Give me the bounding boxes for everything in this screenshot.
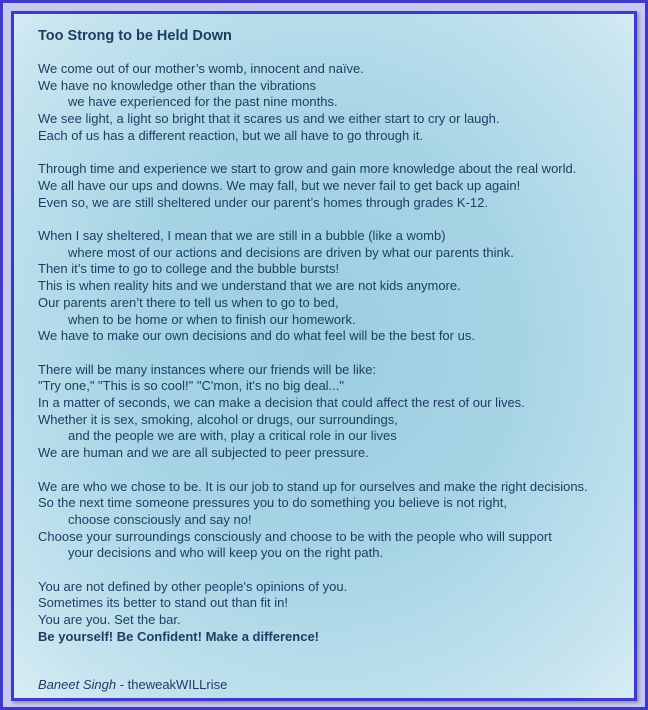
poem-line: So the next time someone pressures you to do something you believe is not right, bbox=[38, 495, 507, 511]
poem-body bbox=[38, 61, 634, 646]
poem-line: Be yourself! Be Confident! Make a difference! bbox=[38, 628, 319, 644]
poem-line: Our parents aren’t there to tell us when to go to bed, bbox=[38, 294, 339, 310]
poem-line: Then it’s time to go to college and the bubble bursts! bbox=[38, 261, 340, 277]
poem-line: Choose your surroundings consciously and choose to be with the people who will support bbox=[38, 528, 552, 544]
poem-content bbox=[38, 27, 634, 662]
stanza-3 bbox=[38, 228, 634, 345]
poem-line: Each of us has a different reaction, but we all have to go through it. bbox=[38, 127, 423, 143]
poem-line: We are human and we are all subjected to peer pressure. bbox=[38, 445, 369, 461]
stanza-1 bbox=[38, 61, 634, 145]
poem-line: We have no knowledge other than the vibrations bbox=[38, 77, 316, 93]
poem-line: When I say sheltered, I mean that we are still in a bubble (like a womb) bbox=[38, 228, 446, 243]
poem-title: Too Strong to be Held Down bbox=[38, 28, 232, 44]
poem-line: choose consciously and say no! bbox=[68, 511, 252, 527]
signature bbox=[38, 677, 227, 692]
signature-site: theweakWILLrise bbox=[127, 677, 228, 692]
poem-line: We are who we chose to be. It is our job to stand up for ourselves and make the right decisions. bbox=[38, 478, 588, 494]
poem-line: In a matter of seconds, we can make a decision that could affect the rest of our lives. bbox=[38, 395, 525, 411]
poem-line: Whether it is sex, smoking, alcohol or drugs, our surroundings, bbox=[38, 411, 398, 427]
poem-line: your decisions and who will keep you on the right path. bbox=[68, 545, 384, 561]
stanza-2 bbox=[38, 161, 634, 211]
poem-line: We have to make our own decisions and do what feel will be the best for us. bbox=[38, 328, 475, 344]
poem-line: and the people we are with, play a critical role in our lives bbox=[68, 428, 397, 444]
poem-line: Even so, we are still sheltered under our parent’s homes through grades K-12. bbox=[38, 194, 488, 210]
poem-line: where most of our actions and decisions are driven by what our parents think. bbox=[68, 244, 514, 260]
signature-separator: - bbox=[116, 677, 128, 692]
poem-line: Sometimes its better to stand out than fit in! bbox=[38, 595, 289, 611]
poem-line: we have experienced for the past nine months. bbox=[68, 94, 338, 110]
poem-line: "Try one," "This is so cool!" "C'mon, it's no big deal..." bbox=[38, 378, 345, 394]
poem-line: when to be home or when to finish our homework. bbox=[68, 311, 356, 327]
poem-panel bbox=[11, 11, 637, 701]
poem-line: We come out of our mother’s womb, innocent and naïve. bbox=[38, 61, 364, 76]
poem-line: We all have our ups and downs. We may fall, but we never fail to get back up again! bbox=[38, 177, 521, 193]
poem-line: Through time and experience we start to grow and gain more knowledge about the real world. bbox=[38, 161, 577, 177]
stanza-4 bbox=[38, 362, 634, 462]
stanza-5 bbox=[38, 479, 634, 563]
poem-line: You are you. Set the bar. bbox=[38, 612, 181, 628]
poem-line: This is when reality hits and we understand that we are not kids anymore. bbox=[38, 278, 461, 294]
poem-line: We see light, a light so bright that it scares us and we either start to cry or laugh. bbox=[38, 111, 500, 127]
signature-author: Baneet Singh bbox=[38, 677, 117, 692]
poem-line: There will be many instances where our friends will be like: bbox=[38, 361, 377, 377]
stanza-6 bbox=[38, 579, 634, 646]
poem-line: You are not defined by other people's opinions of you. bbox=[38, 578, 348, 594]
